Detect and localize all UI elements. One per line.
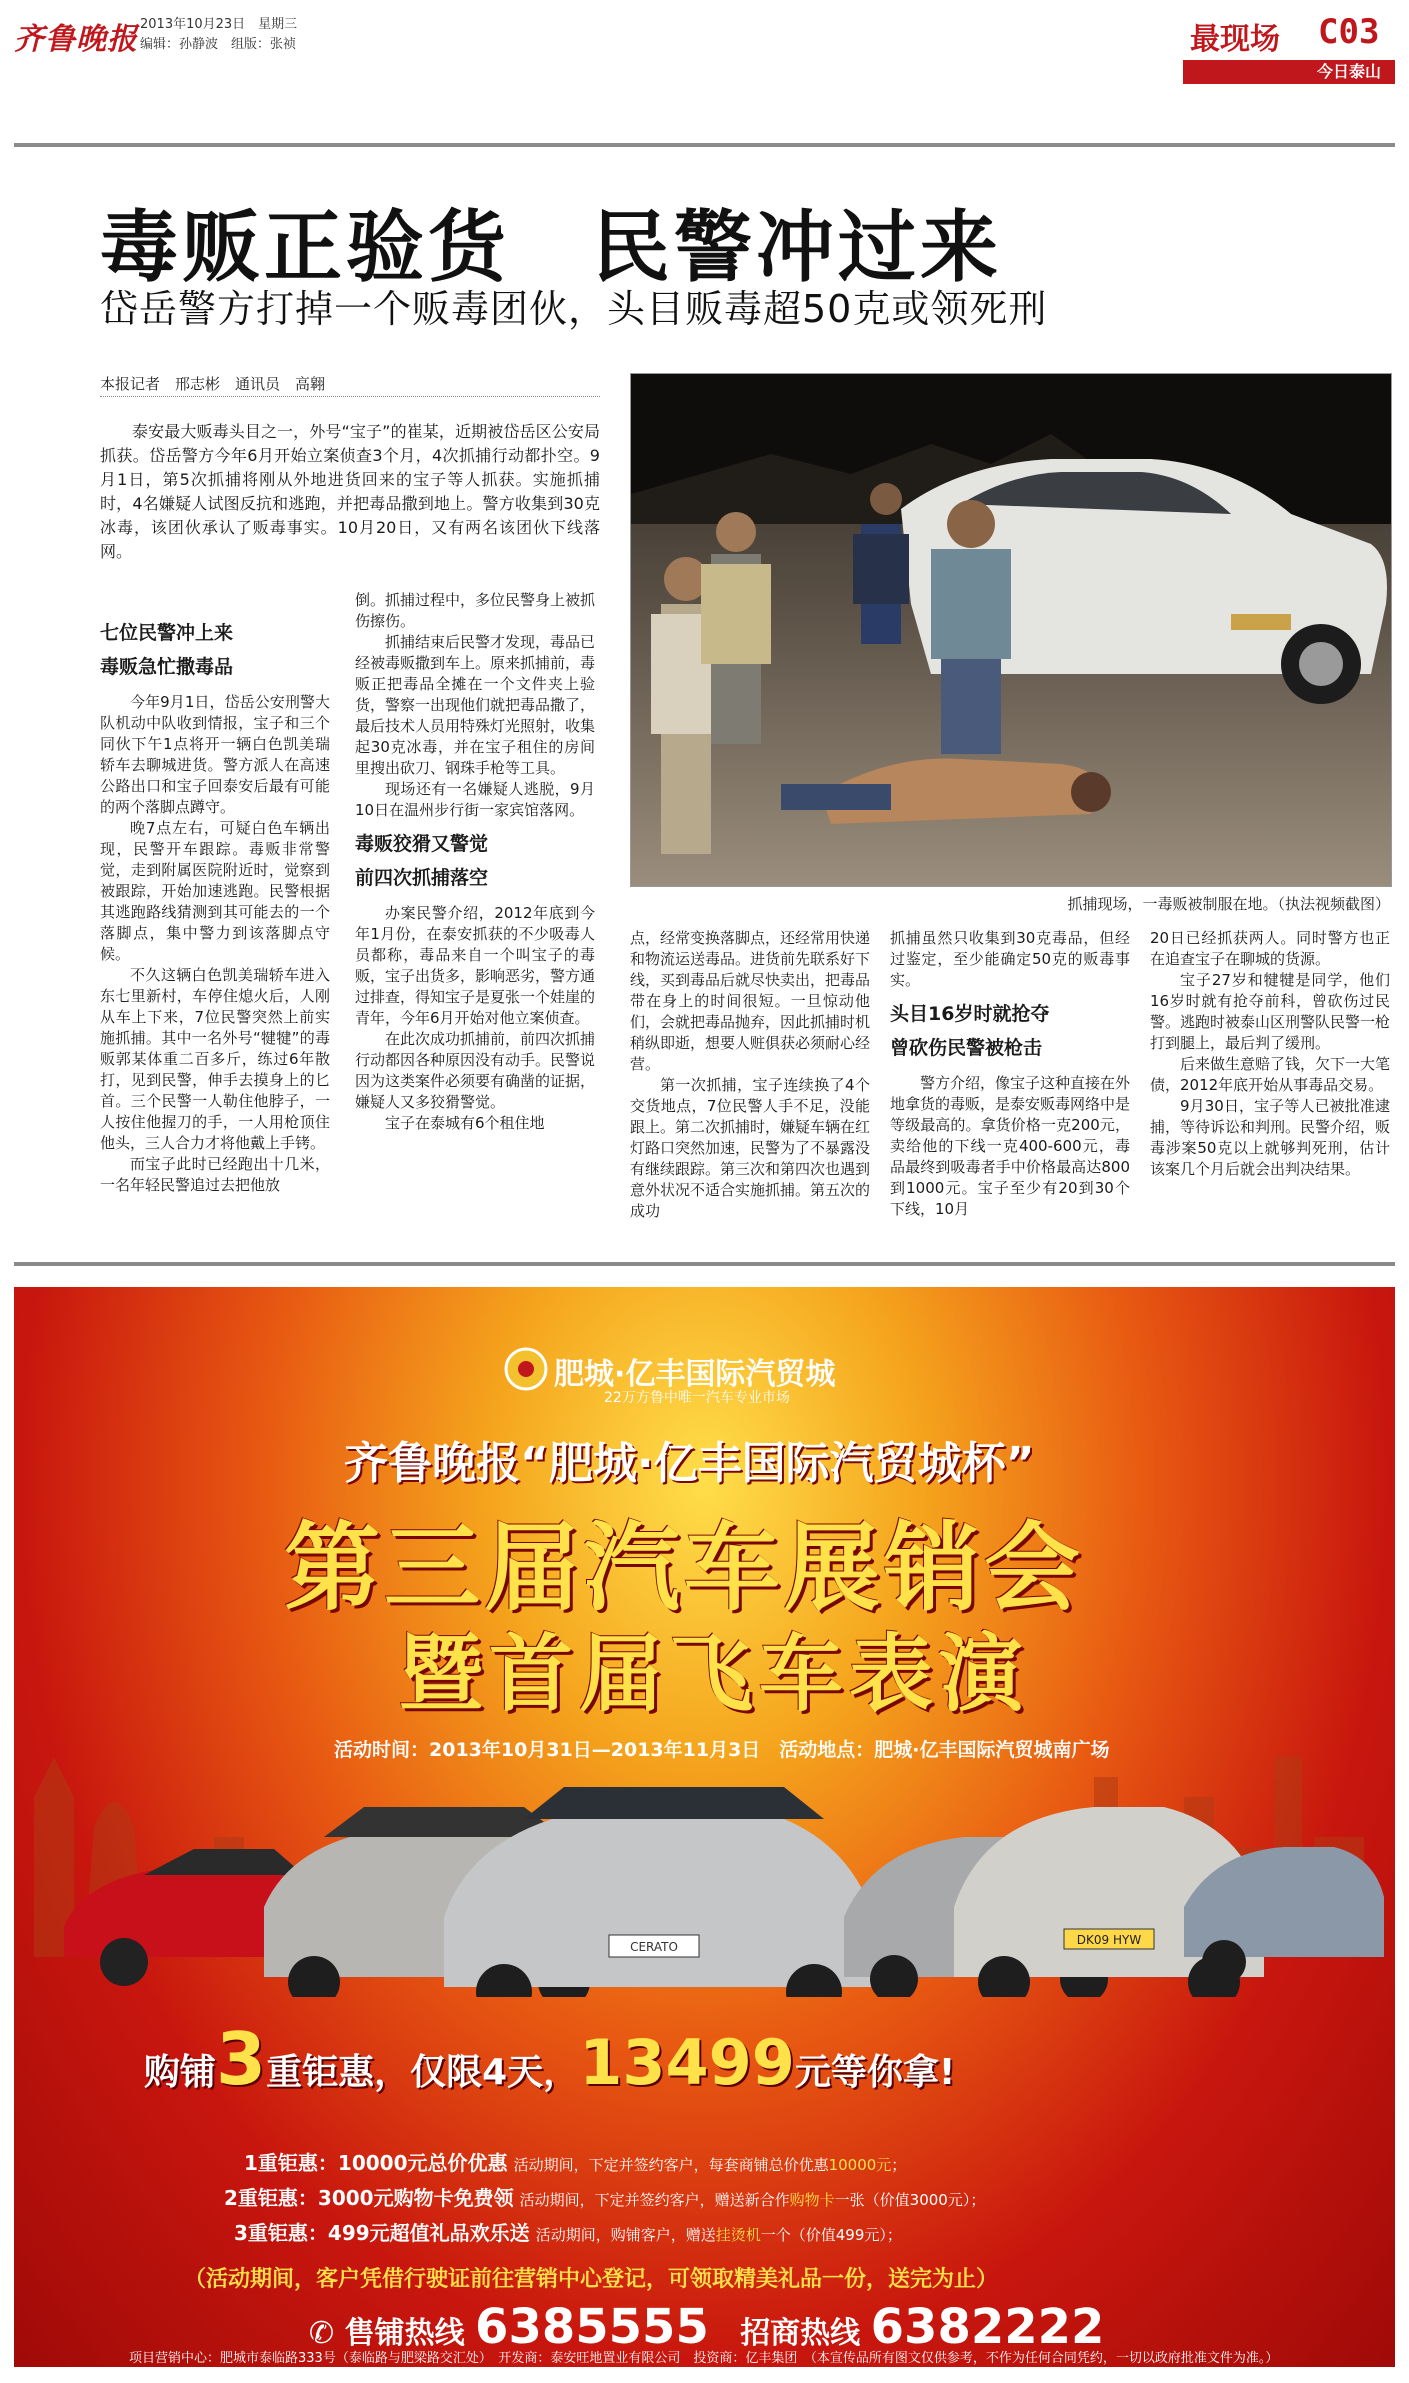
ad-title: 齐鲁晚报“肥城·亿丰国际汽贸城杯” bbox=[344, 1438, 1035, 1489]
tier-main: 3000元购物卡免费领 bbox=[317, 2186, 514, 2210]
subheadline: 岱岳警方打掉一个贩毒团伙，头目贩毒超50克或领死刑 bbox=[100, 287, 1048, 331]
promo-text: 重钜惠，仅限4天， bbox=[266, 2052, 580, 2093]
cars-image bbox=[24, 1757, 1384, 1997]
paragraph: 办案民警介绍，2012年底到今年1月份，在泰安抓获的不少吸毒人员都称，毒品来自一个叫宝子的毒贩，宝子出货多，影响恶劣，警方通过排查，得知宝子是夏张一个娃崖的青年，今年6月开始对他立案侦查。 bbox=[355, 904, 596, 1027]
car-expo-ad bbox=[14, 1287, 1395, 2367]
promo-headline bbox=[144, 2017, 955, 2101]
section-heading: 曾砍伤民警被枪击 bbox=[890, 1037, 1043, 1059]
news-photo bbox=[630, 373, 1392, 887]
mid-rule bbox=[14, 1262, 1395, 1266]
paragraph: 现场还有一名嫌疑人逃脱，9月10日在温州步行街一家宾馆落网。 bbox=[355, 780, 595, 819]
section-heading: 七位民警冲上来 bbox=[100, 622, 234, 644]
paragraph: 抓捕虽然只收集到30克毒品，但经过鉴定，至少能确定50克的贩毒事实。 bbox=[890, 929, 1130, 989]
section-heading: 前四次抓捕落空 bbox=[355, 867, 489, 889]
paragraph: 宝子27岁和犍犍是同学，他们16岁时就有抢夺前科，曾砍伤过民警。逃跑时被泰山区刑警队民警一枪打到腿上，最后判了缓刑。 bbox=[1150, 971, 1391, 1052]
column-4 bbox=[890, 928, 1130, 1220]
sales-hotline-number: 6385555 bbox=[475, 2299, 709, 2355]
paragraph: 20日已经抓获两人。同时警方也正在追查宝子在聊城的货源。 bbox=[1150, 929, 1390, 968]
byline-rule bbox=[100, 396, 600, 397]
sales-hotline-label: 售铺热线 bbox=[344, 2316, 465, 2351]
invest-hotline-number: 6382222 bbox=[870, 2299, 1105, 2355]
column-1 bbox=[100, 620, 330, 1196]
tier-label: 1重钜惠： bbox=[244, 2151, 338, 2175]
paragraph: 警方介绍，像宝子这种直接在外地拿货的毒贩，是泰安贩毒网络中是等级最高的。拿货价格一克200元，卖给他的下线一克400-600元，毒品最终到吸毒者手中价格最高达800到1000元。宝子至少有20到30个下线，10月 bbox=[890, 1074, 1131, 1218]
tier-desc: 活动期间，购铺客户，赠送 bbox=[535, 2226, 716, 2244]
plate-text: DK09 HYW bbox=[1076, 1933, 1142, 1947]
paragraph: 今年9月1日，岱岳公安刑警大队机动中队收到情报，宝子和三个同伙下午1点将开一辆白色凯美瑞轿车去聊城进货。警方派人在高速公路出口和宝子回泰安后最有可能的两个落脚点蹲守。 bbox=[100, 693, 330, 816]
tier-desc: 一个（价值499元）； bbox=[760, 2226, 902, 2244]
invest-hotline-label: 招商热线 bbox=[740, 2316, 861, 2351]
tier-highlight: 购物卡 bbox=[789, 2191, 835, 2209]
headline: 毒贩正验货 民警冲过来 bbox=[100, 202, 1003, 293]
promo-text: 购铺 bbox=[144, 2052, 217, 2093]
paragraph: 晚7点左右，可疑白色车辆出现，民警开车跟踪。毒贩非常警觉，走到附属医院附近时，觉察到被跟踪，开始加速逃跑。民警根据其逃跑路线猜测到其可能去的一个落脚点，集中警力到该落脚点守候。 bbox=[100, 819, 330, 963]
section-title: 最现场 bbox=[1190, 22, 1280, 57]
section-heading: 毒贩急忙撒毒品 bbox=[100, 656, 234, 678]
tier-desc: 活动期间，下定并签约客户，每套商铺总价优惠 bbox=[513, 2156, 829, 2174]
discount-tier-1 bbox=[244, 2147, 906, 2176]
region-bar: 今日泰山 bbox=[1183, 60, 1395, 84]
top-rule bbox=[14, 143, 1395, 147]
paragraph: 抓捕结束后民警才发现，毒品已经被毒贩撒到车上。原来抓捕前，毒贩正把毒品全摊在一个文件夹上验货，警察一出现他们就把毒品撒了，最后技术人员用特殊灯光照射，收集起30克冰毒，并在宝子租住的房间里搜出砍刀、钢珠手枪等工具。 bbox=[355, 633, 596, 777]
paragraph: 而宝子此时已经跑出十几米，一名年轻民警追过去把他放 bbox=[100, 1155, 330, 1194]
lead-paragraph: 泰安最大贩毒头目之一，外号“宝子”的崔某，近期被岱岳区公安局抓获。岱岳警方今年6月开始立案侦查3个月，4次抓捕行动都扑空。9月1日，第5次抓捕将刚从外地进货回来的宝子等人抓获。实施抓捕时，4名嫌疑人试图反抗和逃跑，并把毒品撒到地上。警方收集到30克冰毒，该团伙承认了贩毒事实。10月20日，又有两名该团伙下线落网。 bbox=[100, 422, 600, 561]
issue-date: 2013年10月23日 星期三 bbox=[140, 17, 298, 32]
tier-desc: ； bbox=[891, 2156, 907, 2174]
brand-name: 肥城·亿丰国际汽贸城 bbox=[554, 1357, 836, 1392]
tier-main: 499元超值礼品欢乐送 bbox=[327, 2221, 530, 2245]
column-3 bbox=[630, 928, 870, 1222]
gift-notice: （活动期间，客户凭借行驶证前往营销中心登记，可领取精美礼品一份，送完为止） bbox=[184, 2267, 999, 2292]
photo-caption: 抓捕现场，一毒贩被制服在地。（执法视频截图） bbox=[1067, 895, 1390, 913]
column-5 bbox=[1150, 928, 1390, 1180]
phone-icon: ✆ bbox=[309, 2316, 335, 2351]
expo-subtitle: 暨首届飞车表演 bbox=[399, 1625, 1030, 1723]
plate-text: CERATO bbox=[630, 1940, 678, 1954]
paragraph: 点，经常变换落脚点，还经常用快递和物流运送毒品。进货前先联系好下线，买到毒品后就尽快卖出，把毒品带在身上的时间很短。一旦惊动他们，会就把毒品抛弃，因此抓捕时机稍纵即逝，想要人赃俱获必须耐心经营。 bbox=[630, 929, 871, 1073]
paragraph: 倒。抓捕过程中，多位民警身上被抓伤擦伤。 bbox=[355, 591, 596, 630]
ad-address: 项目营销中心：肥城市泰临路333号（泰临路与肥梁路交汇处） 开发商：泰安旺地置业有限公司 投资商：亿丰集团 （本宣传品所有图文仅供参考，不作为任何合同凭约，一切以政府批准文件为准。） bbox=[129, 2351, 1279, 2366]
paragraph: 第一次抓捕，宝子连续换了4个交货地点，7位民警人手不足，没能跟上。第二次抓捕时，嫌疑车辆在红灯路口突然加速，民警为了不暴露没有继续跟踪。第三次和第四次也遇到意外状况不适合实施抓捕。第五次的成功 bbox=[630, 1076, 871, 1220]
tier-main: 10000元总价优惠 bbox=[337, 2151, 508, 2175]
paragraph: 在此次成功抓捕前，前四次抓捕行动都因各种原因没有动手。民警说因为这类案件必须要有确凿的证据，嫌疑人又多狡猾警觉。 bbox=[355, 1030, 596, 1111]
discount-tier-2 bbox=[224, 2182, 985, 2211]
newspaper-logo: 齐鲁晚报 bbox=[14, 22, 138, 57]
tier-desc: 活动期间，下定并签约客户，赠送新合作 bbox=[519, 2191, 790, 2209]
expo-title: 第三届汽车展销会 bbox=[284, 1512, 1084, 1624]
paragraph: 后来做生意赔了钱，欠下一大笔债，2012年底开始从事毒品交易。 bbox=[1150, 1055, 1391, 1094]
activity-info: 活动时间：2013年10月31日—2013年11月3日 活动地点：肥城·亿丰国际汽贸城南广场 bbox=[334, 1739, 1110, 1761]
paragraph: 不久这辆白色凯美瑞轿车进入东七里新村，车停住熄火后，人刚从车上下来，7位民警突然上前实施抓捕。其中一名外号“犍犍”的毒贩郭某体重二百多斤，练过6年散打，见到民警，伸手去摸身上的匕首。三个民警一人勒住他脖子，一人按住他握刀的手，一人用枪顶住他头，三人合力才将他戴上手铐。 bbox=[100, 966, 330, 1152]
page-number: C03 bbox=[1318, 12, 1380, 52]
byline: 本报记者 邢志彬 通讯员 高翱 bbox=[100, 375, 326, 393]
brand-tagline: 22万方鲁中唯一汽车专业市场 bbox=[604, 1390, 790, 1406]
promo-count: 3 bbox=[216, 2017, 267, 2101]
tier-label: 3重钜惠： bbox=[234, 2221, 328, 2245]
tier-label: 2重钜惠： bbox=[224, 2186, 318, 2210]
paragraph: 9月30日，宝子等人已被批准逮捕，等待诉讼和判刑。民警介绍，贩毒涉案50克以上就够判死刑，估计该案几个月后就会出判决结果。 bbox=[1150, 1097, 1391, 1178]
tier-highlight: 挂烫机 bbox=[715, 2226, 761, 2244]
editor-credits: 编辑：孙静波 组版：张祯 bbox=[140, 37, 297, 52]
column-2 bbox=[355, 590, 595, 1134]
section-heading: 头目16岁时就抢夺 bbox=[890, 1003, 1050, 1025]
brand-logo-icon bbox=[504, 1347, 548, 1391]
section-heading: 毒贩狡猾又警觉 bbox=[355, 833, 489, 855]
paragraph: 宝子在泰城有6个租住地 bbox=[385, 1114, 545, 1132]
arrest-scene-image bbox=[631, 374, 1391, 886]
tier-desc: 一张（价值3000元）； bbox=[834, 2191, 986, 2209]
discount-tier-3 bbox=[234, 2217, 902, 2246]
promo-text: 元等你拿! bbox=[794, 2052, 956, 2093]
tier-highlight: 10000元 bbox=[828, 2156, 892, 2174]
promo-price: 13499 bbox=[579, 2026, 795, 2099]
